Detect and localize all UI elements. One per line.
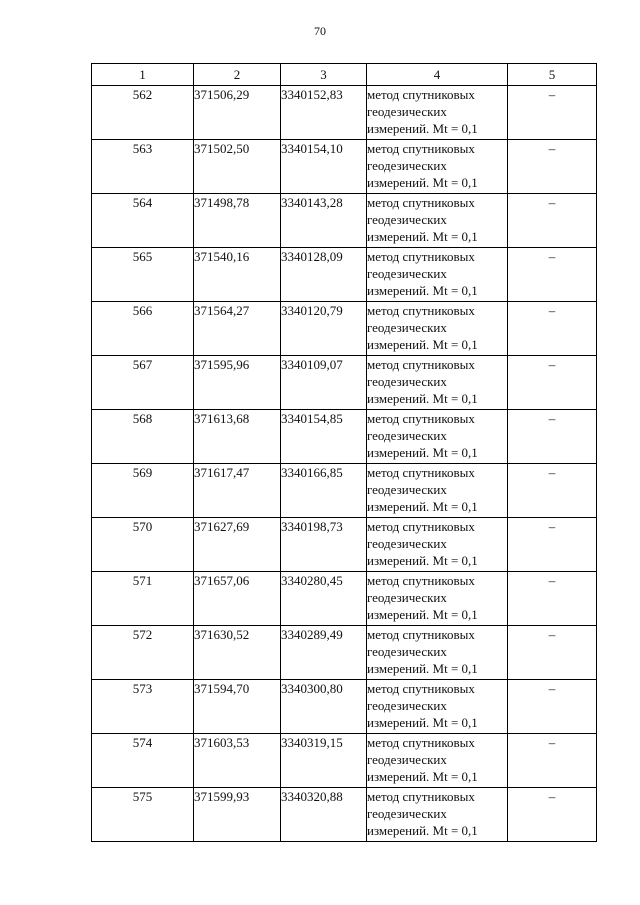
method-line: геодезических	[367, 428, 447, 443]
method-line: измерений. Mt = 0,1	[367, 283, 478, 298]
x-coordinate-cell: 371603,53	[194, 734, 281, 788]
method-line: геодезических	[367, 482, 447, 497]
column-header-3: 3	[281, 64, 367, 86]
table-row	[92, 626, 597, 680]
note-cell: –	[508, 680, 597, 734]
y-coordinate-cell: 3340154,85	[281, 410, 367, 464]
method-cell	[367, 410, 508, 464]
table-row	[92, 356, 597, 410]
method-cell	[367, 194, 508, 248]
method-line: геодезических	[367, 536, 447, 551]
table-row	[92, 410, 597, 464]
y-coordinate-cell: 3340109,07	[281, 356, 367, 410]
note-cell: –	[508, 356, 597, 410]
y-coordinate-cell: 3340143,28	[281, 194, 367, 248]
column-header-4: 4	[367, 64, 508, 86]
method-cell	[367, 680, 508, 734]
method-line: измерений. Mt = 0,1	[367, 499, 478, 514]
x-coordinate-cell: 371540,16	[194, 248, 281, 302]
method-cell	[367, 734, 508, 788]
table-row	[92, 140, 597, 194]
note-cell: –	[508, 194, 597, 248]
method-line: метод спутниковых	[367, 627, 475, 642]
method-line: измерений. Mt = 0,1	[367, 661, 478, 676]
note-cell: –	[508, 734, 597, 788]
table-row	[92, 302, 597, 356]
table-row	[92, 680, 597, 734]
point-number-cell: 574	[92, 734, 194, 788]
method-line: метод спутниковых	[367, 411, 475, 426]
y-coordinate-cell: 3340152,83	[281, 86, 367, 140]
coordinates-table	[91, 63, 597, 842]
method-cell	[367, 518, 508, 572]
method-cell	[367, 302, 508, 356]
method-line: измерений. Mt = 0,1	[367, 553, 478, 568]
table-header-row	[92, 64, 597, 86]
table-row	[92, 734, 597, 788]
method-line: измерений. Mt = 0,1	[367, 391, 478, 406]
method-cell	[367, 788, 508, 842]
method-line: геодезических	[367, 374, 447, 389]
method-line: измерений. Mt = 0,1	[367, 607, 478, 622]
x-coordinate-cell: 371564,27	[194, 302, 281, 356]
y-coordinate-cell: 3340300,80	[281, 680, 367, 734]
method-line: геодезических	[367, 320, 447, 335]
point-number-cell: 575	[92, 788, 194, 842]
method-cell	[367, 248, 508, 302]
point-number-cell: 567	[92, 356, 194, 410]
note-cell: –	[508, 464, 597, 518]
point-number-cell: 563	[92, 140, 194, 194]
method-cell	[367, 572, 508, 626]
table-row	[92, 788, 597, 842]
note-cell: –	[508, 410, 597, 464]
method-line: измерений. Mt = 0,1	[367, 823, 478, 838]
table-row	[92, 464, 597, 518]
method-line: измерений. Mt = 0,1	[367, 337, 478, 352]
table-row	[92, 248, 597, 302]
point-number-cell: 572	[92, 626, 194, 680]
method-line: метод спутниковых	[367, 249, 475, 264]
x-coordinate-cell: 371599,93	[194, 788, 281, 842]
y-coordinate-cell: 3340120,79	[281, 302, 367, 356]
method-line: метод спутниковых	[367, 519, 475, 534]
method-line: метод спутниковых	[367, 681, 475, 696]
method-line: метод спутниковых	[367, 303, 475, 318]
point-number-cell: 573	[92, 680, 194, 734]
method-line: метод спутниковых	[367, 789, 475, 804]
note-cell: –	[508, 518, 597, 572]
point-number-cell: 564	[92, 194, 194, 248]
method-cell	[367, 464, 508, 518]
y-coordinate-cell: 3340289,49	[281, 626, 367, 680]
method-line: измерений. Mt = 0,1	[367, 229, 478, 244]
x-coordinate-cell: 371630,52	[194, 626, 281, 680]
x-coordinate-cell: 371502,50	[194, 140, 281, 194]
method-line: геодезических	[367, 644, 447, 659]
method-line: метод спутниковых	[367, 141, 475, 156]
note-cell: –	[508, 626, 597, 680]
note-cell: –	[508, 140, 597, 194]
method-cell	[367, 140, 508, 194]
point-number-cell: 570	[92, 518, 194, 572]
x-coordinate-cell: 371627,69	[194, 518, 281, 572]
method-line: измерений. Mt = 0,1	[367, 121, 478, 136]
method-line: измерений. Mt = 0,1	[367, 769, 478, 784]
x-coordinate-cell: 371594,70	[194, 680, 281, 734]
column-header-2: 2	[194, 64, 281, 86]
method-cell	[367, 86, 508, 140]
x-coordinate-cell: 371595,96	[194, 356, 281, 410]
column-header-5: 5	[508, 64, 597, 86]
point-number-cell: 565	[92, 248, 194, 302]
method-line: геодезических	[367, 806, 447, 821]
method-line: метод спутниковых	[367, 465, 475, 480]
method-cell	[367, 626, 508, 680]
y-coordinate-cell: 3340320,88	[281, 788, 367, 842]
point-number-cell: 571	[92, 572, 194, 626]
method-line: измерений. Mt = 0,1	[367, 715, 478, 730]
method-line: геодезических	[367, 104, 447, 119]
y-coordinate-cell: 3340319,15	[281, 734, 367, 788]
point-number-cell: 569	[92, 464, 194, 518]
x-coordinate-cell: 371498,78	[194, 194, 281, 248]
x-coordinate-cell: 371617,47	[194, 464, 281, 518]
x-coordinate-cell: 371613,68	[194, 410, 281, 464]
method-line: измерений. Mt = 0,1	[367, 175, 478, 190]
table-row	[92, 194, 597, 248]
y-coordinate-cell: 3340166,85	[281, 464, 367, 518]
method-line: метод спутниковых	[367, 735, 475, 750]
method-line: измерений. Mt = 0,1	[367, 445, 478, 460]
method-line: геодезических	[367, 212, 447, 227]
method-line: геодезических	[367, 158, 447, 173]
method-cell	[367, 356, 508, 410]
point-number-cell: 568	[92, 410, 194, 464]
x-coordinate-cell: 371657,06	[194, 572, 281, 626]
method-line: метод спутниковых	[367, 87, 475, 102]
method-line: метод спутниковых	[367, 573, 475, 588]
column-header-1: 1	[92, 64, 194, 86]
method-line: геодезических	[367, 590, 447, 605]
page-number: 70	[314, 24, 326, 38]
note-cell: –	[508, 86, 597, 140]
method-line: метод спутниковых	[367, 195, 475, 210]
x-coordinate-cell: 371506,29	[194, 86, 281, 140]
point-number-cell: 566	[92, 302, 194, 356]
note-cell: –	[508, 302, 597, 356]
table-row	[92, 518, 597, 572]
y-coordinate-cell: 3340154,10	[281, 140, 367, 194]
table-body	[92, 86, 597, 842]
method-line: метод спутниковых	[367, 357, 475, 372]
point-number-cell: 562	[92, 86, 194, 140]
y-coordinate-cell: 3340128,09	[281, 248, 367, 302]
note-cell: –	[508, 572, 597, 626]
method-line: геодезических	[367, 752, 447, 767]
y-coordinate-cell: 3340198,73	[281, 518, 367, 572]
y-coordinate-cell: 3340280,45	[281, 572, 367, 626]
note-cell: –	[508, 788, 597, 842]
note-cell: –	[508, 248, 597, 302]
table-row	[92, 572, 597, 626]
method-line: геодезических	[367, 698, 447, 713]
table-row	[92, 86, 597, 140]
method-line: геодезических	[367, 266, 447, 281]
